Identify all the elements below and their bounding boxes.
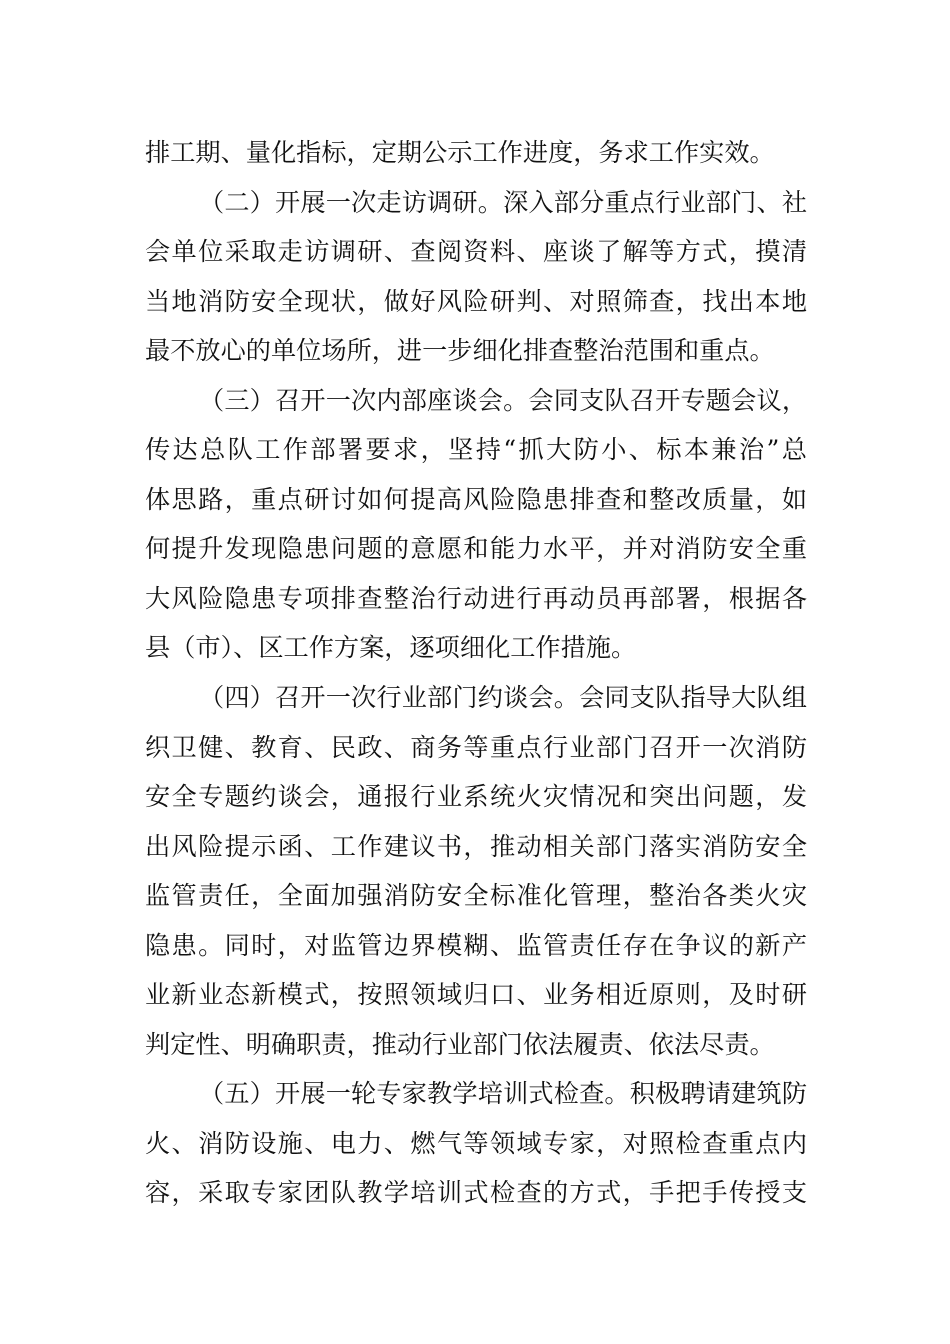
text-line: 会单位采取走访调研、查阅资料、座谈了解等方式，摸清 <box>145 237 807 267</box>
text-line: 排工期、量化指标，定期公示工作进度，务求工作实效。 <box>145 138 775 167</box>
text-line: 传达总队工作部署要求，坚持“抓大防小、标本兼治”总 <box>145 435 807 465</box>
text-line: 出风险提示函、工作建议书，推动相关部门落实消防安全 <box>145 831 807 861</box>
text-line: 隐患。同时，对监管边界模糊、监管责任存在争议的新产 <box>145 930 807 960</box>
text-line: 监管责任，全面加强消防安全标准化管理，整治各类火灾 <box>145 881 807 911</box>
paragraph-start-line: （五）开展一轮专家教学培训式检查。积极聘请建筑防 <box>199 1079 807 1109</box>
text-line: 业新业态新模式，按照领域归口、业务相近原则，及时研 <box>145 980 807 1010</box>
text-line: 最不放心的单位场所，进一步细化排查整治范围和重点。 <box>145 336 775 366</box>
text-line: 当地消防安全现状，做好风险研判、对照筛查，找出本地 <box>145 286 807 316</box>
body-text <box>145 128 807 1218</box>
paragraph-start-line: （二）开展一次走访调研。深入部分重点行业部门、社 <box>199 187 807 217</box>
paragraph-start-line: （三）召开一次内部座谈会。会同支队召开专题会议， <box>199 385 807 415</box>
text-line: 火、消防设施、电力、燃气等领域专家，对照检查重点内 <box>145 1128 807 1158</box>
paragraph-start-line: （四）召开一次行业部门约谈会。会同支队指导大队组 <box>199 683 807 713</box>
text-line: 县（市）、区工作方案，逐项细化工作措施。 <box>145 633 637 663</box>
text-line: 体思路，重点研讨如何提高风险隐患排查和整改质量，如 <box>145 484 807 514</box>
text-line: 容，采取专家团队教学培训式检查的方式，手把手传授支 <box>145 1178 807 1208</box>
text-line: 判定性、明确职责，推动行业部门依法履责、依法尽责。 <box>145 1029 775 1059</box>
text-line: 织卫健、教育、民政、商务等重点行业部门召开一次消防 <box>145 732 807 762</box>
text-line: 何提升发现隐患问题的意愿和能力水平，并对消防安全重 <box>145 534 807 564</box>
text-line: 大风险隐患专项排查整治行动进行再动员再部署，根据各 <box>145 583 807 613</box>
text-line: 安全专题约谈会，通报行业系统火灾情况和突出问题，发 <box>145 782 807 812</box>
